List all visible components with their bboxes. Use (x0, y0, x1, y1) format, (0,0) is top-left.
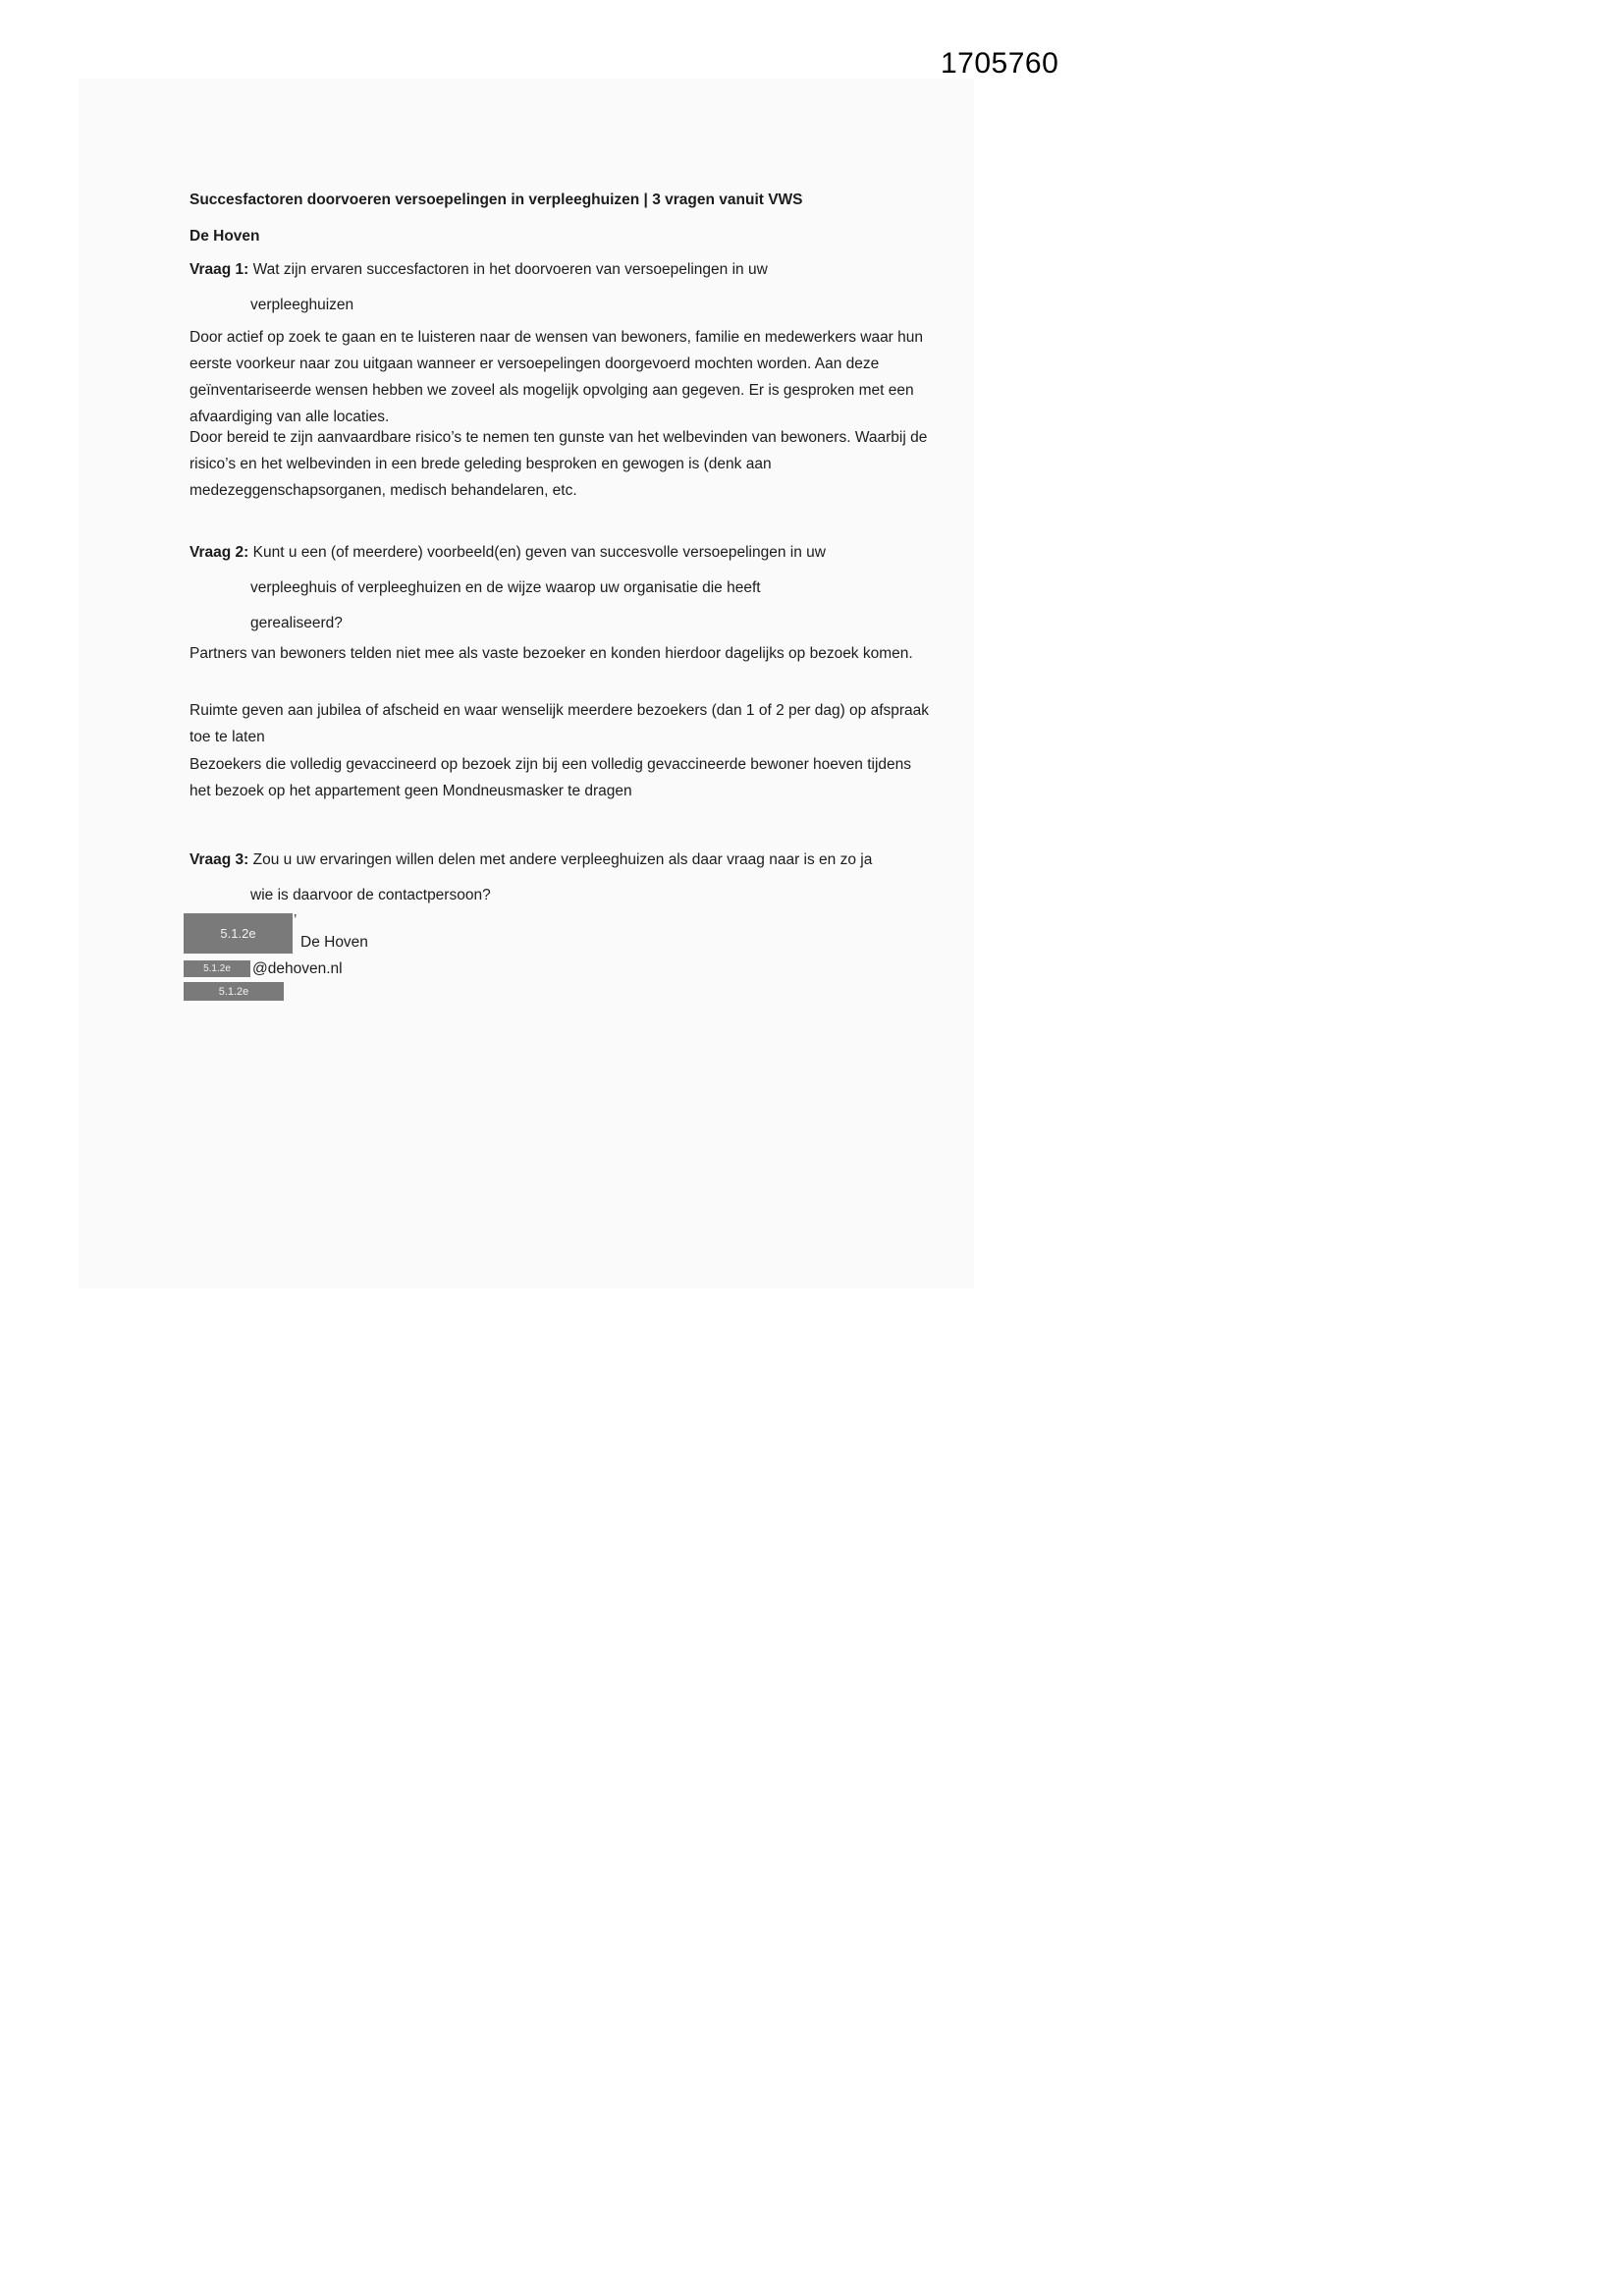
question-2-line-2: verpleeghuis of verpleeghuizen en de wijze waarop uw organisatie die heeft (250, 579, 761, 596)
question-3-text: Zou u uw ervaringen willen delen met andere verpleeghuizen als daar vraag naar is en zo ja (252, 851, 873, 868)
redaction-box-name: 5.1.2e (184, 913, 293, 954)
question-1-line-2: verpleeghuizen (250, 297, 354, 313)
question-2-line-1 (189, 539, 955, 566)
redaction-box-phone: 5.1.2e (184, 982, 284, 1001)
answer-2-paragraph-2: Ruimte geven aan jubilea of afscheid en waar wenselijk meerdere bezoekers (dan 1 of 2 per dag) op afspraak toe te laten (189, 702, 930, 745)
question-1-text: Wat zijn ervaren succesfactoren in het doorvoeren van versoepelingen in uw (252, 261, 768, 278)
question-3-line-1 (189, 847, 955, 873)
document-number: 1705760 (941, 47, 1059, 80)
question-3-label: Vraag 3: (189, 851, 249, 868)
question-2-label: Vraag 2: (189, 544, 249, 561)
document-title: Succesfactoren doorvoeren versoepelingen in verpleeghuizen | 3 vragen vanuit VWS (189, 191, 803, 208)
question-2-line-3: gerealiseerd? (250, 615, 343, 631)
answer-2-paragraph-3: Bezoekers die volledig gevaccineerd op bezoek zijn bij een volledig gevaccineerde bewoner hoeven tijdens het bezoek op het appartement geen Mondneusmasker te dragen (189, 756, 912, 799)
answer-1-paragraph-1: Door actief op zoek te gaan en te luisteren naar de wensen van bewoners, familie en medewerkers waar hun eerste voorkeur naar zou uitgaan wanneer er versoepelingen doorgevoerd mochten worden. Aan deze geïnventariseerde wensen hebben we zoveel als mogelijk opvolging aan gegeven. Er is gesproken met een afvaardiging van alle locaties. (189, 329, 924, 425)
question-2-text: Kunt u een (of meerdere) voorbeeld(en) geven van succesvolle versoepelingen in uw (252, 544, 826, 561)
answer-1-paragraph-2: Door bereid te zijn aanvaardbare risico’s te nemen ten gunste van het welbevinden van bewoners. Waarbij de risico’s en het welbevinden in een brede geleding besproken en gewogen is (denk aan medezeggenschapsorganen, medisch behandelaren, etc. (189, 429, 928, 499)
question-3-line-2: wie is daarvoor de contactpersoon? (250, 887, 491, 903)
answer-2-paragraph-1: Partners van bewoners telden niet mee als vaste bezoeker en konden hierdoor dagelijks op bezoek komen. (189, 645, 913, 662)
signature-email-suffix: @dehoven.nl (252, 960, 343, 977)
redaction-box-email: 5.1.2e (184, 960, 250, 977)
question-1-line-1 (189, 256, 955, 283)
signature-mark: ’ (294, 911, 298, 928)
signature-organisation: De Hoven (300, 934, 368, 951)
organisation-heading: De Hoven (189, 228, 260, 245)
question-1-label: Vraag 1: (189, 261, 249, 278)
